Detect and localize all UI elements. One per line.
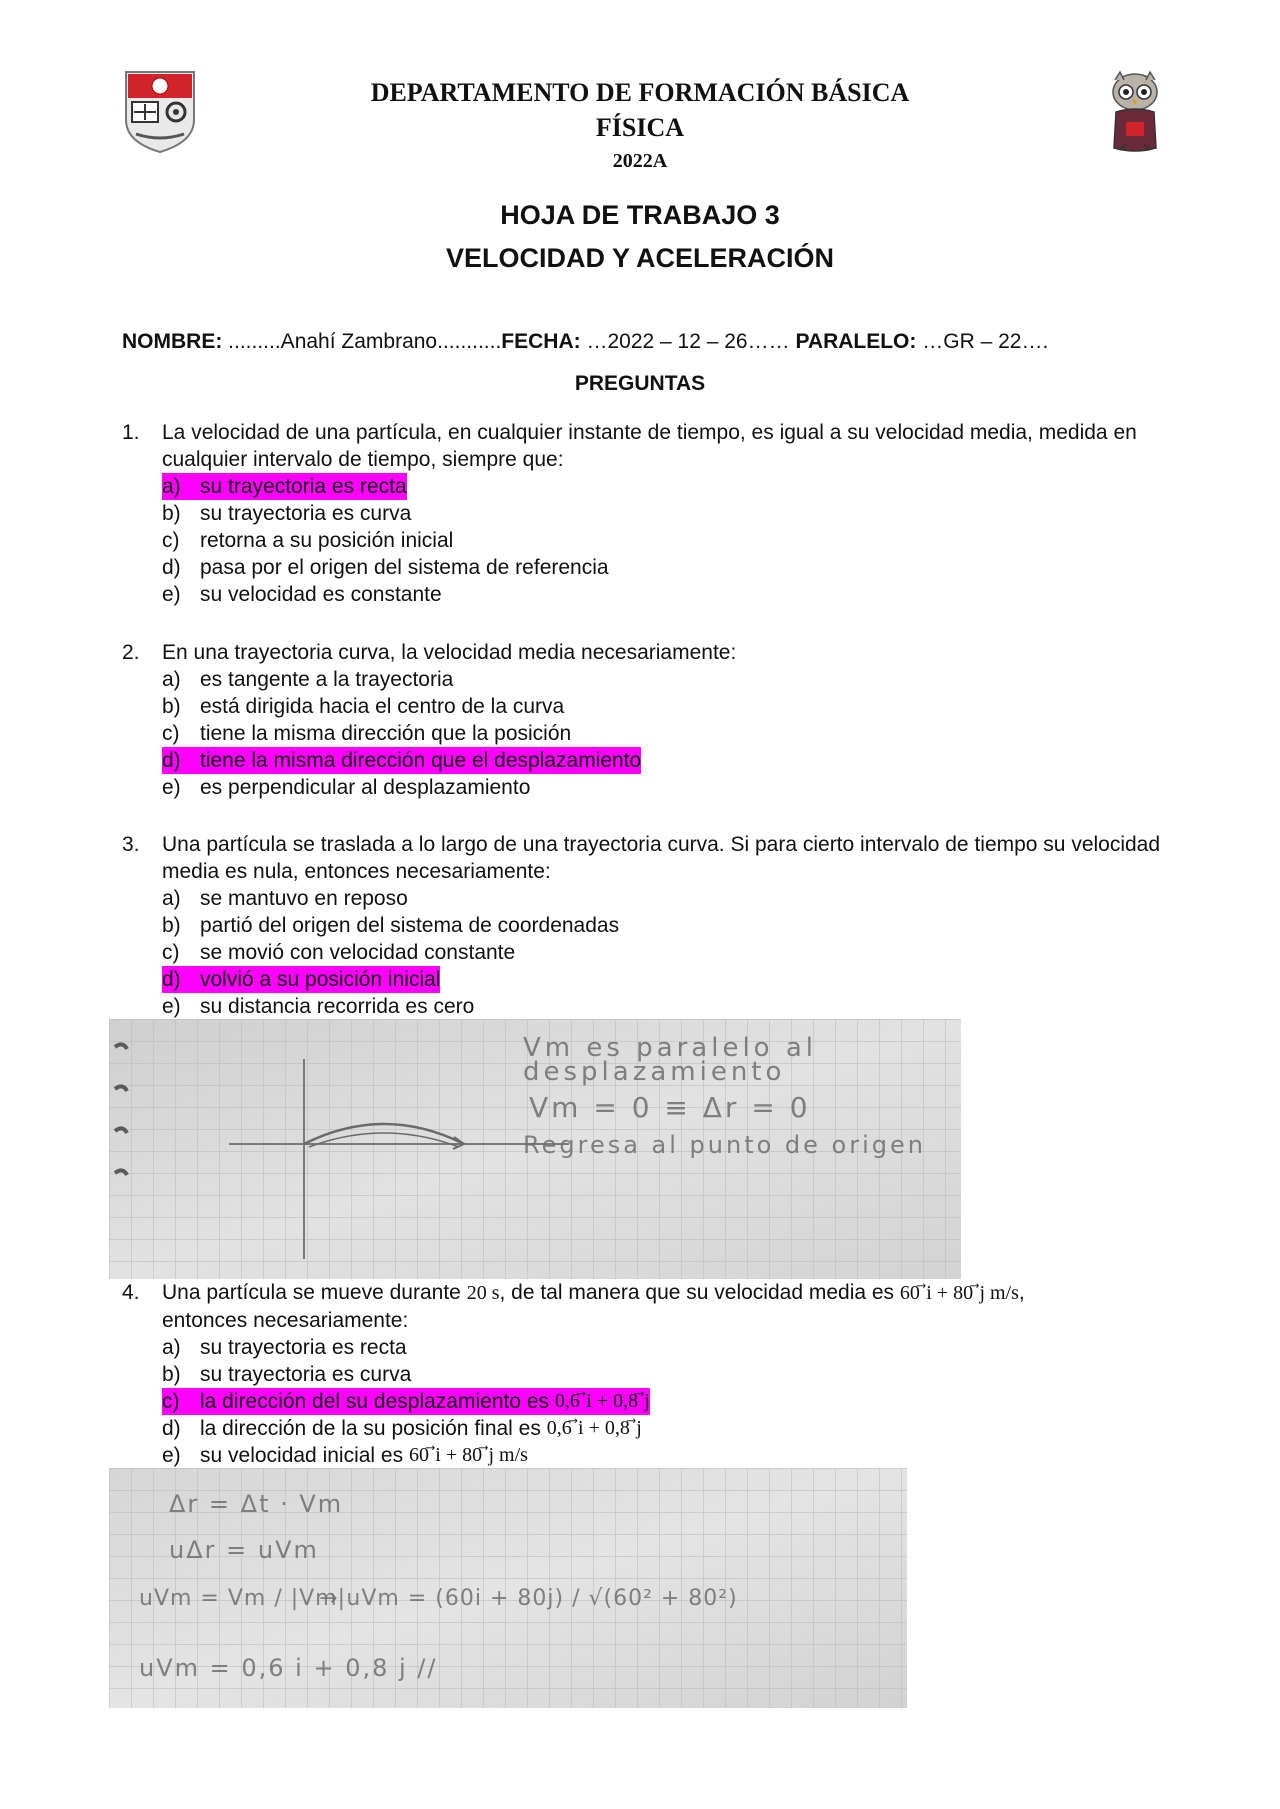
option-text: la dirección de la su posición final es bbox=[200, 1417, 547, 1440]
handwritten-line: Δr = Δt · Vm bbox=[169, 1490, 344, 1518]
option-letter: b) bbox=[162, 695, 181, 718]
option-text: retorna a su posición inicial bbox=[200, 529, 454, 552]
handwritten-notes-photo-2 bbox=[109, 1468, 907, 1708]
question-2 bbox=[122, 639, 1172, 801]
handwritten-line: Vm es paralelo al bbox=[523, 1033, 818, 1063]
option-letter: c) bbox=[162, 1390, 180, 1413]
handwritten-line: desplazamiento bbox=[523, 1057, 786, 1087]
option-text: la dirección del su desplazamiento es bbox=[200, 1390, 555, 1413]
option-1a bbox=[162, 473, 407, 500]
question-stem: Una partícula se mueve durante 20 s, de tal manera que su velocidad media es 60 ⃗i + 80 ⃗j m/s, entonces necesariamente: bbox=[162, 1281, 1025, 1332]
option-2d bbox=[162, 747, 641, 774]
question-number: 4. bbox=[122, 1281, 140, 1304]
option-4c bbox=[162, 1388, 650, 1415]
option-text: partió del origen del sistema de coordenadas bbox=[200, 914, 620, 937]
option-4e bbox=[162, 1442, 528, 1469]
option-text: su trayectoria es curva bbox=[200, 1363, 412, 1386]
handwritten-line: uΔr = uVm bbox=[169, 1536, 319, 1564]
option-3a bbox=[162, 885, 408, 912]
option-letter: e) bbox=[162, 1444, 181, 1467]
option-letter: c) bbox=[162, 529, 180, 552]
option-2e bbox=[162, 774, 530, 801]
option-letter: e) bbox=[162, 776, 181, 799]
name-value: .........Anahí Zambrano........... bbox=[228, 330, 502, 353]
option-text: su distancia recorrida es cero bbox=[200, 995, 475, 1018]
question-stem: En una trayectoria curva, la velocidad media necesariamente: bbox=[162, 641, 737, 664]
section-title: PREGUNTAS bbox=[574, 372, 706, 395]
option-letter: a) bbox=[162, 887, 181, 910]
worksheet-subtitle: VELOCIDAD Y ACELERACIÓN bbox=[445, 243, 835, 273]
option-letter: a) bbox=[162, 475, 181, 498]
handwritten-line: uVm = 0,6 i + 0,8 j // bbox=[139, 1654, 438, 1682]
option-text: su trayectoria es recta bbox=[200, 1336, 407, 1359]
option-letter: d) bbox=[162, 749, 181, 772]
worksheet-title: HOJA DE TRABAJO 3 bbox=[500, 200, 780, 230]
option-letter: a) bbox=[162, 668, 181, 691]
name-label: NOMBRE: bbox=[122, 330, 223, 353]
math-duration: 20 s bbox=[466, 1282, 500, 1304]
option-letter: d) bbox=[162, 556, 181, 579]
option-text: es tangente a la trayectoria bbox=[200, 668, 454, 691]
option-text: volvió a su posición inicial bbox=[200, 968, 441, 991]
group-label: PARALELO: bbox=[795, 330, 917, 353]
option-1c bbox=[162, 527, 453, 554]
option-math: 0,6 ⃗i + 0,8 ⃗j bbox=[554, 1390, 650, 1412]
handwritten-line: Regresa al punto de origen bbox=[523, 1131, 926, 1159]
option-4a bbox=[162, 1334, 407, 1361]
handwritten-line: → uVm = (60i + 80j) / √(60² + 80²) bbox=[319, 1586, 738, 1611]
option-1e bbox=[162, 581, 442, 608]
option-letter: e) bbox=[162, 995, 181, 1018]
option-3c bbox=[162, 939, 515, 966]
department-name: DEPARTAMENTO DE FORMACIÓN BÁSICA bbox=[370, 78, 910, 107]
option-letter: a) bbox=[162, 1336, 181, 1359]
option-2c bbox=[162, 720, 571, 747]
group-value: …GR – 22…. bbox=[922, 330, 1049, 353]
question-number: 1. bbox=[122, 421, 140, 444]
option-letter: d) bbox=[162, 1417, 181, 1440]
option-text: se movió con velocidad constante bbox=[200, 941, 516, 964]
handwritten-line: Vm = 0 ≡ Δr = 0 bbox=[529, 1091, 811, 1124]
option-text: su velocidad es constante bbox=[200, 583, 442, 606]
option-letter: b) bbox=[162, 502, 181, 525]
math-velocity: 60 ⃗i + 80 ⃗j m/s bbox=[899, 1282, 1019, 1304]
question-3 bbox=[122, 831, 1172, 1020]
option-text: está dirigida hacia el centro de la curva bbox=[200, 695, 565, 718]
option-4b bbox=[162, 1361, 411, 1388]
question-stem: La velocidad de una partícula, en cualquier instante de tiempo, es igual a su velocidad media, medida en cualquier intervalo de tiempo, siempre que: bbox=[162, 421, 1137, 471]
option-1b bbox=[162, 500, 411, 527]
academic-term: 2022A bbox=[612, 150, 668, 172]
option-letter: b) bbox=[162, 1363, 181, 1386]
date-label: FECHA: bbox=[501, 330, 581, 353]
option-math: 0,6 ⃗i + 0,8 ⃗j bbox=[546, 1417, 642, 1439]
option-text: su trayectoria es curva bbox=[200, 502, 412, 525]
option-text: tiene la misma dirección que la posición bbox=[200, 722, 572, 745]
question-stem: Una partícula se traslada a lo largo de una trayectoria curva. Si para cierto intervalo de tiempo su velocidad media es nula, entonces necesariamente: bbox=[162, 833, 1161, 883]
option-text: pasa por el origen del sistema de referencia bbox=[200, 556, 609, 579]
subject-name: FÍSICA bbox=[595, 113, 685, 142]
option-2a bbox=[162, 666, 453, 693]
date-value: …2022 – 12 – 26…… bbox=[586, 330, 790, 353]
student-info-line bbox=[122, 330, 1048, 354]
option-text: su trayectoria es recta bbox=[200, 475, 407, 498]
option-letter: b) bbox=[162, 914, 181, 937]
option-letter: c) bbox=[162, 941, 180, 964]
option-3b bbox=[162, 912, 619, 939]
question-1 bbox=[122, 419, 1172, 608]
option-2b bbox=[162, 693, 564, 720]
option-letter: d) bbox=[162, 968, 181, 991]
handwritten-line: uVm = Vm / |Vm| bbox=[139, 1586, 347, 1611]
option-math: 60 ⃗i + 80 ⃗j m/s bbox=[408, 1444, 528, 1466]
question-number: 3. bbox=[122, 833, 140, 856]
document-header bbox=[0, 0, 1280, 180]
option-text: se mantuvo en reposo bbox=[200, 887, 408, 910]
question-4 bbox=[122, 1279, 1172, 1469]
handwritten-notes-photo-1 bbox=[109, 1019, 961, 1279]
option-3d bbox=[162, 966, 440, 993]
option-3e bbox=[162, 993, 474, 1020]
question-number: 2. bbox=[122, 641, 140, 664]
option-text: es perpendicular al desplazamiento bbox=[200, 776, 531, 799]
option-text: su velocidad inicial es bbox=[200, 1444, 409, 1467]
option-1d bbox=[162, 554, 609, 581]
option-letter: e) bbox=[162, 583, 181, 606]
option-letter: c) bbox=[162, 722, 180, 745]
option-4d bbox=[162, 1415, 642, 1442]
option-text: tiene la misma dirección que el desplazamiento bbox=[200, 749, 642, 772]
